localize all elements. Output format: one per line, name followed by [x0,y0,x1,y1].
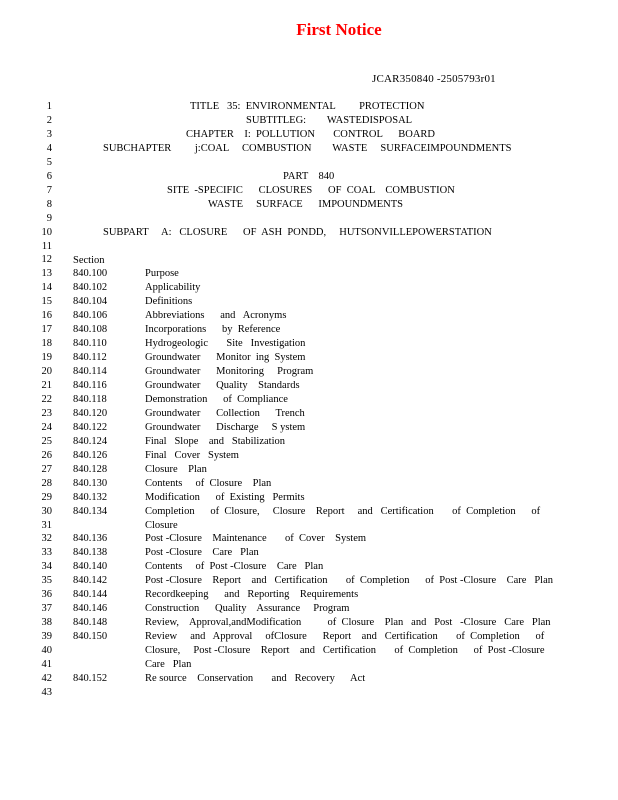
section-title: Hydrogeologic Site Investigation [145,338,306,350]
line-number: 28 [41,477,52,489]
line-number: 7 [46,184,52,196]
section-number: 840.130 [73,477,108,489]
section-title: Post -Closure Maintenance of Cover System [145,533,367,545]
section-number: 840.140 [73,561,108,573]
line-number: 9 [46,212,52,224]
section-title: Groundwater Quality Standards [145,380,300,391]
section-number: 840.150 [73,631,108,643]
line-number: 4 [46,142,52,154]
line-number: 35 [41,575,52,587]
section-title: Groundwater Collection Trench [145,407,305,419]
section-number: 840.142 [73,575,108,587]
section-number: 840.100 [73,268,108,280]
line-number: 43 [41,686,52,698]
section-title: Contents of Closure Plan [145,477,272,489]
section-number: 840.106 [73,310,108,322]
part-title-line-2: WASTE SURFACE IMPOUNDMENTS [208,199,403,210]
jcar-code: JCAR350840 -2505793r01 [372,73,496,85]
section-title: Purpose [145,268,179,280]
line-number: 10 [41,226,52,238]
section-number: 840.134 [73,505,108,517]
line-number: 39 [41,631,52,643]
section-title: Final Cover System [145,449,239,461]
section-title: Completion of Closure, Closure Report and Certification of Completion of [145,505,541,517]
section-title: Contents of Post -Closure Care Plan [145,561,324,573]
line-number: 22 [41,393,52,405]
section-title: Definitions [145,296,193,308]
line-number: 36 [41,589,52,601]
section-number: 840.102 [73,282,108,294]
line-number: 25 [41,435,52,447]
section-number: 840.136 [73,533,108,545]
line-number: 31 [41,519,52,531]
line-number: 13 [41,268,52,280]
line-number: 3 [46,128,52,140]
section-number: 840.112 [73,352,107,364]
section-title: Final Slope and Stabilization [145,435,285,447]
line-number: 1 [46,101,52,112]
line-number: 21 [41,380,52,391]
subpart-line: SUBPART A: CLOSURE OF ASH PONDD, HUTSONVILLEPOWERSTATION [103,227,492,238]
section-number: 840.128 [73,463,108,475]
section-title: Abbreviations and Acronyms [145,310,287,322]
section-title: Demonstration of Compliance [145,393,288,405]
section-number: 840.114 [73,366,107,378]
section-number: 840.120 [73,407,108,419]
line-number: 8 [46,198,52,210]
title-line: TITLE 35: ENVIRONMENTAL PROTECTION [190,101,425,112]
section-number: 840.138 [73,547,108,559]
line-number: 23 [41,407,52,419]
line-number: 14 [41,282,52,294]
line-number: 18 [41,338,52,350]
first-notice-title: First Notice [296,20,382,39]
line-number: 5 [46,156,52,168]
part-title-line-1: SITE -SPECIFIC CLOSURES OF COAL COMBUSTION [167,185,455,196]
part-line: PART 840 [283,171,335,182]
section-title: Closure, Post -Closure Report and Certification of Completion of Post -Closure [145,645,545,657]
subchapter-line: SUBCHAPTER j:COAL COMBUSTION WASTE SURFACEIMPOUNDMENTS [103,143,512,154]
line-number: 15 [41,296,52,308]
line-number: 17 [41,324,52,336]
section-title: Construction Quality Assurance Program [145,603,350,615]
section-label: Section [73,255,105,266]
section-title: Applicability [145,282,201,294]
section-number: 840.126 [73,449,108,461]
section-number: 840.116 [73,380,107,391]
subtitle-line: SUBTITLEG: WASTEDISPOSAL [246,115,413,126]
section-title: Review, Approval,andModification of Closure Plan and Post -Closure Care Plan [145,617,551,629]
line-number: 33 [41,547,52,559]
line-number: 42 [41,672,52,684]
section-number: 840.104 [73,296,108,308]
chapter-line: CHAPTER I: POLLUTION CONTROL BOARD [186,129,435,140]
section-title: Re source Conservation and Recovery Act [145,672,366,684]
section-number: 840.124 [73,435,108,447]
section-number: 840.144 [73,589,108,601]
section-title: Post -Closure Care Plan [145,547,259,559]
line-number: 37 [41,603,52,615]
section-number: 840.148 [73,617,108,629]
section-title: Closure [145,519,178,531]
section-number: 840.110 [73,338,107,350]
section-title: Incorporations by Reference [145,324,281,336]
section-title: Groundwater Monitoring Program [145,366,314,378]
line-number: 27 [41,463,52,475]
section-title: Care Plan [145,659,192,670]
section-title: Closure Plan [145,463,207,475]
line-number: 29 [41,491,52,503]
line-number: 40 [41,645,52,657]
line-number: 32 [41,533,52,545]
section-title: Review and Approval ofClosure Report and Certification of Completion of [145,631,545,643]
line-number: 26 [41,449,52,461]
line-number: 19 [41,352,52,364]
section-number: 840.132 [73,491,108,503]
line-number: 12 [41,254,52,266]
line-number: 34 [41,561,52,573]
line-number: 6 [46,170,52,182]
section-title: Groundwater Discharge S ystem [145,421,306,433]
line-number: 20 [41,366,52,378]
section-title: Recordkeeping and Reporting Requirements [145,589,359,601]
line-number: 11 [41,240,52,252]
line-number: 2 [46,114,52,126]
line-number: 16 [41,310,52,322]
line-number: 24 [41,421,52,433]
section-title: Modification of Existing Permits [145,491,305,503]
section-number: 840.122 [73,421,108,433]
section-title: Post -Closure Report and Certification of Completion of Post -Closure Care Plan [145,575,553,587]
section-number: 840.152 [73,672,108,684]
section-number: 840.118 [73,393,107,405]
section-number: 840.108 [73,324,108,336]
section-number: 840.146 [73,603,108,615]
line-number: 38 [41,617,52,629]
line-number: 41 [41,659,52,670]
section-title: Groundwater Monitor ing System [145,352,306,364]
line-number: 30 [41,505,52,517]
